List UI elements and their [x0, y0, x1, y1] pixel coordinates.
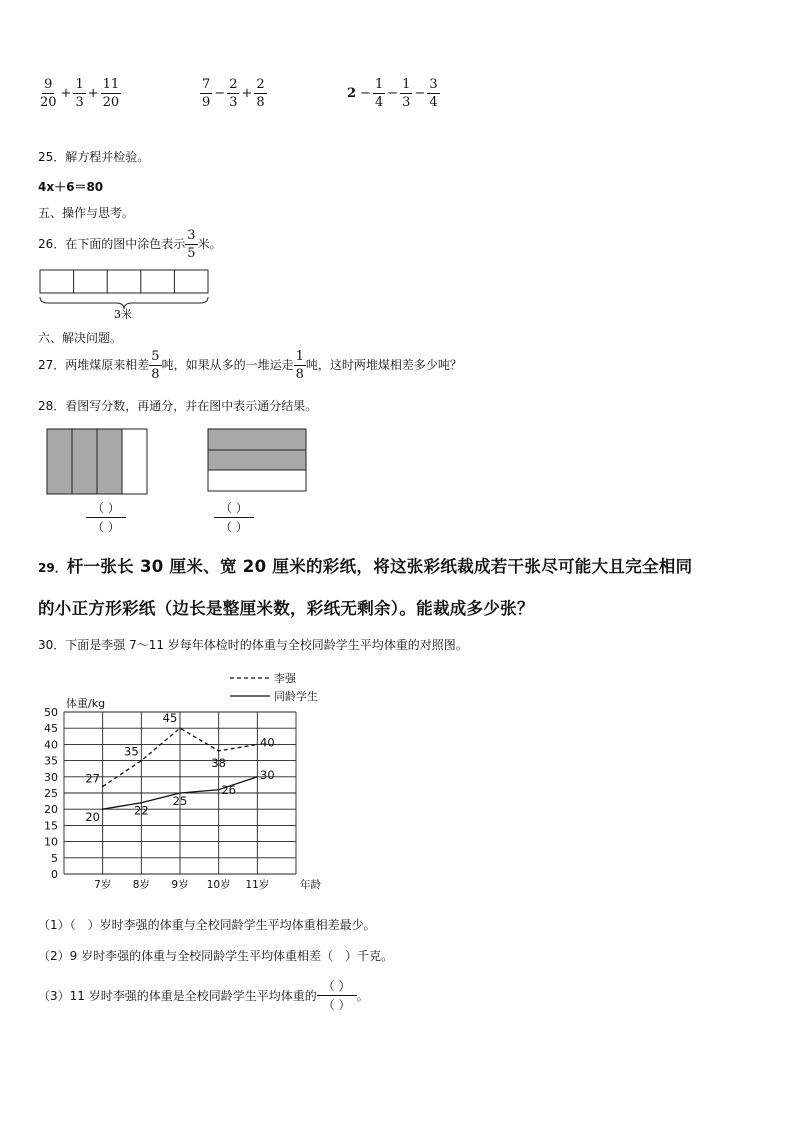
data-label: 20 — [85, 810, 100, 825]
q30-sub-3: （3）11 岁时李强的体重是全校同龄学生平均体重的 （ ） （ ） 。 — [38, 979, 369, 1012]
unshaded-area — [208, 470, 306, 491]
q28-figure-1[interactable] — [46, 428, 151, 496]
x-axis-label: 年龄 — [300, 879, 321, 891]
y-tick-label: 50 — [44, 706, 58, 719]
q26-fraction: $\frac{3}{5}$ — [187, 228, 196, 261]
y-tick-label: 0 — [51, 868, 58, 881]
q27-fraction-2: $\frac{1}{8}$ — [295, 349, 304, 382]
q27-fraction-1: $\frac{5}{8}$ — [151, 349, 160, 382]
x-tick-label: 10岁 — [206, 879, 231, 891]
data-label: 26 — [221, 782, 236, 797]
data-point — [257, 744, 259, 746]
data-point — [218, 750, 220, 752]
q25-title: 25．解方程并检验。 — [38, 150, 150, 164]
data-label: 38 — [211, 755, 226, 770]
data-point — [218, 789, 220, 791]
q30-sub-2: （2）9 岁时李强的体重与全校同龄学生平均体重相差（ ）千克。 — [38, 949, 394, 963]
data-label: 40 — [260, 735, 275, 750]
data-label: 27 — [85, 771, 100, 786]
q30-sub-1: （1）（ ）岁时李强的体重与全校同龄学生平均体重相差最少。 — [38, 918, 376, 932]
calc-expression-1: $\frac{9}{20}$ + $\frac{1}{3}$ + $\frac{11}{20}$ — [40, 77, 120, 110]
q27-text: 27．两堆煤原来相差 $\frac{5}{8}$ 吨，如果从多的一堆运走 $\frac{1}{8}$ 吨，这时两堆煤相差多少吨？ — [38, 349, 462, 382]
weight-line-chart — [30, 668, 350, 898]
data-point — [141, 760, 143, 762]
q28-answer-fraction-1[interactable]: （ ） （ ） — [86, 502, 126, 533]
calc-expression-3: 2 − $\frac{1}{4}$ − $\frac{1}{3}$ − $\frac{3}{4}$ — [347, 77, 438, 110]
y-tick-label: 5 — [51, 851, 58, 865]
calc-expression-2: $\frac{7}{9}$ − $\frac{2}{3}$ + $\frac{2}{8}$ — [202, 77, 265, 110]
q26-suffix: 米。 — [197, 237, 222, 251]
y-axis-label: 体重/kg — [66, 697, 106, 710]
q30-sub-3-answer[interactable]: （ ） （ ） — [317, 980, 357, 1011]
q28-figure-2[interactable] — [207, 428, 310, 494]
x-tick-label: 7岁 — [94, 879, 112, 891]
bar-outline — [40, 270, 208, 293]
q29-line-1: 29．杆一张长 30 厘米、宽 20 厘米的彩纸，将这张彩纸裁成若干张尽可能大且完全相同 — [38, 557, 693, 576]
unshaded-area — [122, 429, 147, 494]
data-point — [257, 776, 259, 778]
y-tick-label: 15 — [44, 819, 58, 833]
y-tick-label: 20 — [44, 803, 58, 817]
q28-answer-fraction-2[interactable]: （ ） （ ） — [214, 502, 254, 533]
x-tick-label: 11岁 — [245, 879, 270, 891]
y-tick-label: 25 — [44, 787, 58, 800]
data-label: 25 — [172, 794, 188, 808]
y-tick-label: 35 — [44, 754, 58, 768]
x-tick-label: 8岁 — [132, 879, 150, 891]
q25-equation: 4x＋6＝80 — [38, 180, 104, 194]
data-point — [179, 727, 181, 729]
data-point — [102, 808, 104, 810]
data-label: 35 — [124, 744, 139, 759]
bar-length-label: 3米 — [114, 308, 132, 321]
q26-text — [38, 229, 222, 260]
data-label: 45 — [162, 711, 178, 726]
data-point — [102, 786, 104, 788]
q29-line-2: 的小正方形彩纸（边长是整厘米数，彩纸无剩余）。能裁成多少张？ — [38, 599, 534, 618]
shaded-area — [47, 429, 122, 494]
data-label: 22 — [134, 803, 149, 818]
y-tick-label: 30 — [44, 770, 58, 784]
section-5-heading: 五、操作与思考。 — [38, 206, 135, 220]
x-tick-label: 9岁 — [171, 879, 189, 891]
q26-prefix: 26．在下面的图中涂色表示 — [38, 237, 186, 251]
legend-label: 同龄学生 — [274, 690, 318, 703]
section-6-heading: 六、解决问题。 — [38, 331, 123, 345]
y-tick-label: 10 — [44, 835, 58, 849]
y-tick-label: 45 — [44, 722, 58, 736]
q28-text: 28．看图写分数，再通分，并在图中表示通分结果。 — [38, 399, 318, 413]
y-tick-label: 40 — [44, 738, 58, 752]
legend-label: 李强 — [274, 672, 296, 685]
q30-text: 30．下面是李强 7～11 岁每年体检时的体重与全校同龄学生平均体重的对照图。 — [38, 638, 468, 652]
data-label: 30 — [260, 767, 275, 782]
